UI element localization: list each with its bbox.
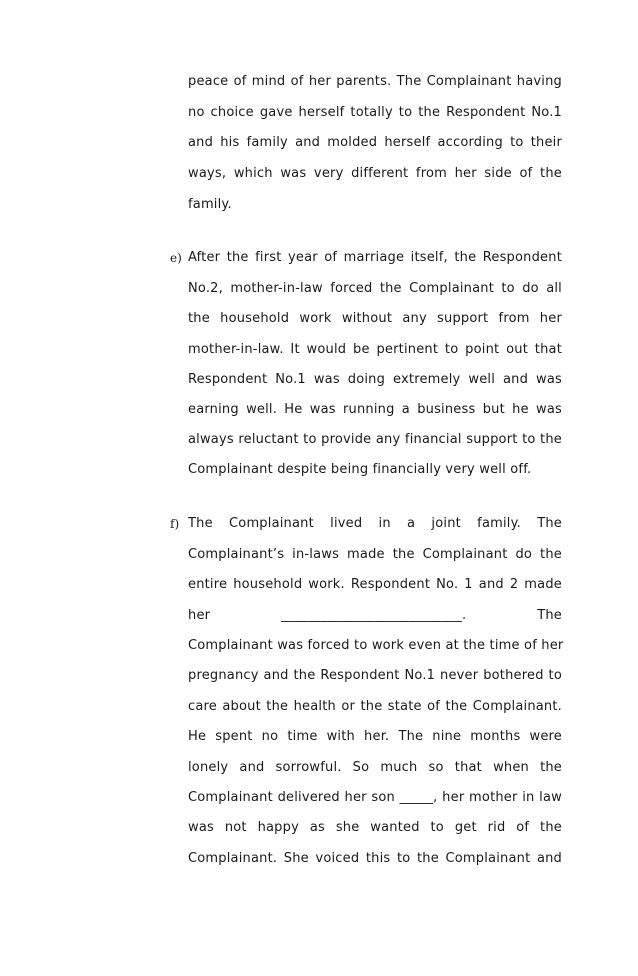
paragraph-f-line: lonely and sorrowful. So much so that when the: [188, 760, 562, 775]
paragraph-marker-f: f): [170, 517, 180, 531]
paragraph-f-line: The Complainant lived in a joint family. The: [188, 516, 562, 531]
paragraph-e-line: mother-in-law. It would be pertinent to point out that: [188, 342, 562, 357]
paragraph-e-line: always reluctant to provide any financial support to the: [188, 432, 562, 447]
paragraph-f-line: was not happy as she wanted to get rid of the: [188, 820, 562, 835]
paragraph-e-line: No.2, mother-in-law forced the Complainant to do all: [188, 281, 562, 296]
paragraph-f-line: He spent no time with her. The nine months were: [188, 729, 562, 744]
paragraph-f-line: Complainant was forced to work even at the time of her: [188, 638, 564, 653]
body-text-line: and his family and molded herself according to their: [188, 135, 562, 150]
paragraph-f-line: Complainant delivered her son _____, her mother in law: [188, 790, 562, 805]
paragraph-e-line: earning well. He was running a business but he was: [188, 402, 562, 417]
body-text-line: ways, which was very different from her side of the: [188, 166, 562, 181]
paragraph-marker-e: e): [170, 251, 182, 265]
paragraph-e-line: Respondent No.1 was doing extremely well and was: [188, 372, 562, 387]
paragraph-e-line: the household work without any support from her: [188, 311, 562, 326]
paragraph-f-line: care about the health or the state of the Complainant.: [188, 699, 562, 714]
paragraph-f-line: Complainant. She voiced this to the Complainant and: [188, 851, 562, 866]
paragraph-f-line: Complainant’s in-laws made the Complainant do the: [188, 547, 562, 562]
body-text-line: peace of mind of her parents. The Complainant having: [188, 74, 562, 89]
paragraph-f-line: her ___________________________. The: [188, 608, 562, 623]
body-text-line: no choice gave herself totally to the Respondent No.1: [188, 105, 562, 120]
body-text-line: family.: [188, 197, 232, 212]
paragraph-e-line: After the first year of marriage itself, the Respondent: [188, 250, 562, 265]
paragraph-e-line: Complainant despite being financially very well off.: [188, 462, 532, 477]
paragraph-f-line: pregnancy and the Respondent No.1 never bothered to: [188, 668, 562, 683]
paragraph-f-line: entire household work. Respondent No. 1 and 2 made: [188, 577, 562, 592]
